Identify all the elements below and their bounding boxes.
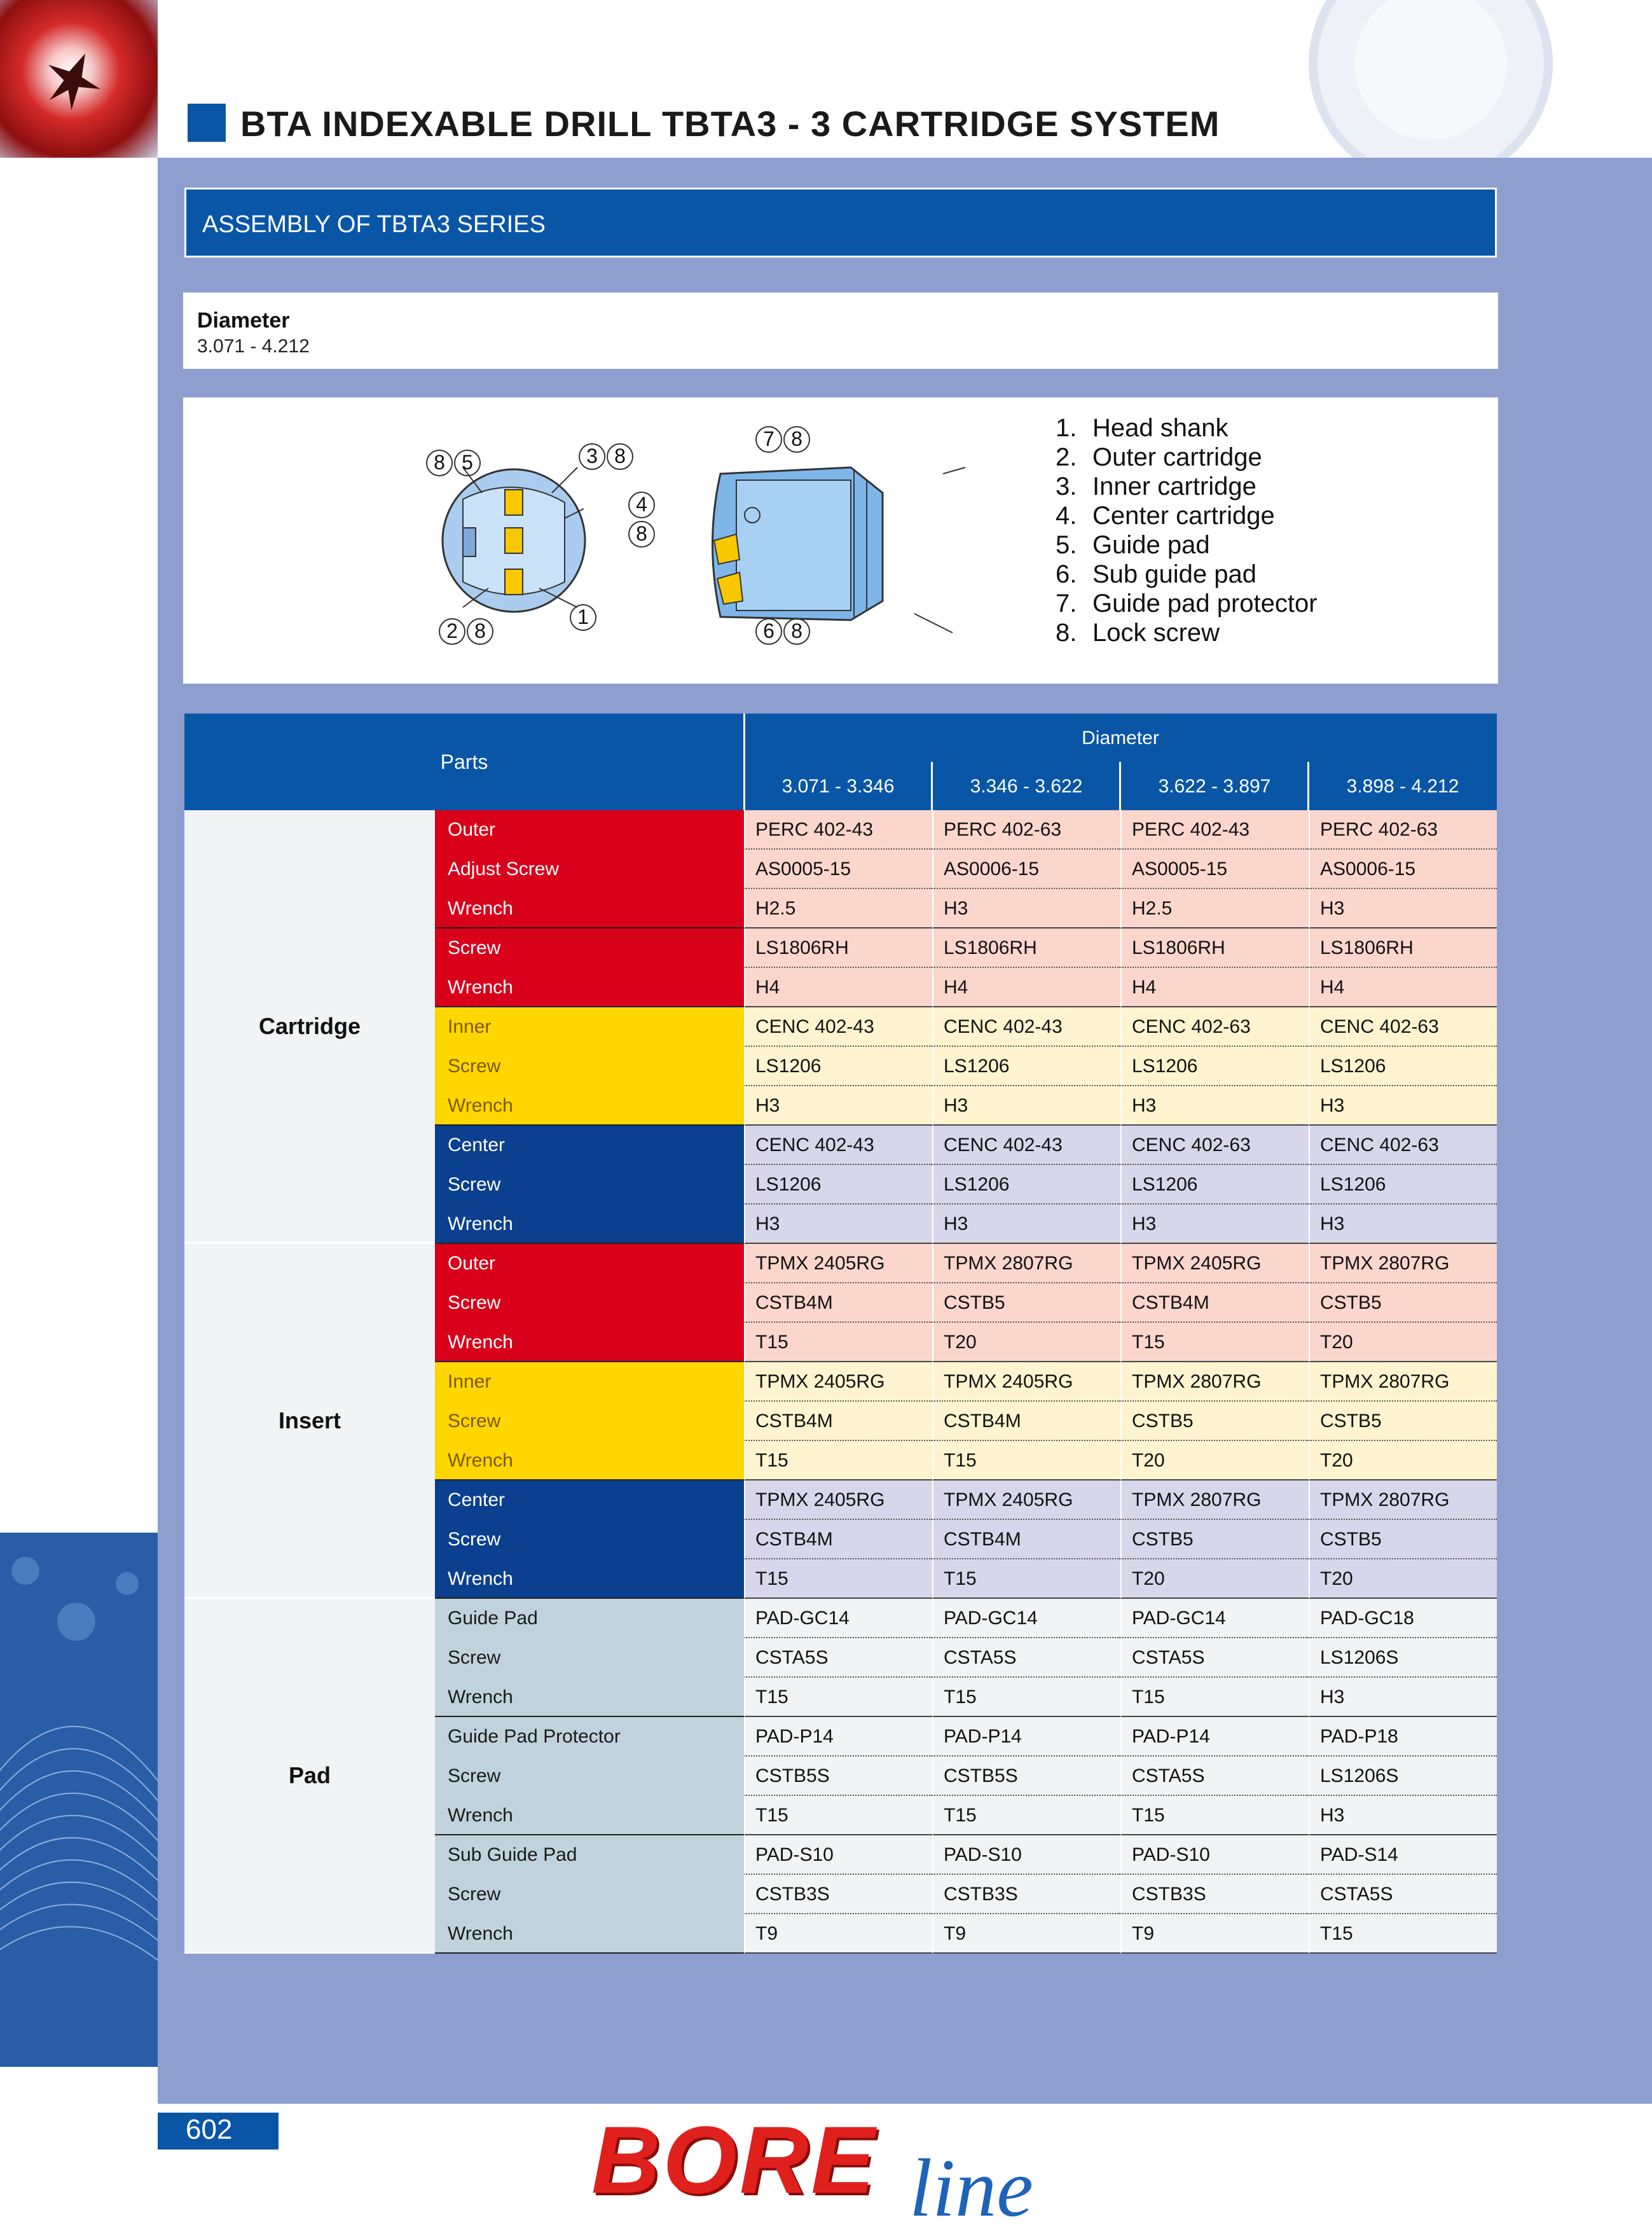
part-name-cell: Wrench [435, 1441, 744, 1480]
side-decorative-band [0, 1533, 158, 2067]
value-cell: LS1806RH [1120, 928, 1309, 968]
value-cell: LS1806RH [1309, 928, 1497, 968]
part-name-cell: Screw [435, 1875, 744, 1914]
value-cell: T9 [744, 1914, 932, 1954]
table-row [435, 1914, 1497, 1954]
boreline-logo [591, 2099, 1100, 2234]
value-cell: LS1206 [1120, 1165, 1309, 1204]
part-name-cell: Guide Pad Protector [435, 1717, 744, 1756]
range-header: 3.898 - 4.212 [1346, 776, 1459, 797]
logo-bore-text: BORE [591, 2106, 878, 2213]
value-cell: H4 [1309, 968, 1497, 1007]
value-cell: T15 [1120, 1323, 1309, 1362]
value-cell: CENC 402-63 [1120, 1126, 1309, 1165]
callout-bubble: 1 [570, 604, 596, 631]
value-cell: LS1206 [744, 1165, 932, 1204]
value-cell: PAD-P14 [744, 1717, 932, 1756]
value-cell: TPMX 2405RG [744, 1480, 932, 1520]
value-cell: LS1806RH [744, 928, 932, 968]
value-cell: LS1206 [1309, 1047, 1497, 1086]
table-row [435, 1717, 1497, 1756]
legend-item: 8. Lock screw [1056, 619, 1220, 647]
value-cell: TPMX 2405RG [932, 1362, 1120, 1402]
table-row [435, 1047, 1497, 1086]
value-cell: H3 [1309, 1086, 1497, 1126]
value-cell: PAD-GC18 [1309, 1599, 1497, 1638]
value-cell: AS0005-15 [744, 850, 932, 889]
range-header: 3.622 - 3.897 [1158, 776, 1271, 797]
value-cell: TPMX 2807RG [1120, 1480, 1309, 1520]
callout-group-7-8 [755, 426, 810, 453]
legend-item: 2. Outer cartridge [1056, 443, 1262, 471]
value-cell: T9 [1120, 1914, 1309, 1954]
section-title: ASSEMBLY OF TBTA3 SERIES [202, 211, 546, 238]
part-name-cell: Wrench [435, 1204, 744, 1244]
value-cell: T15 [932, 1678, 1120, 1717]
callout-bubble: 3 [579, 443, 605, 470]
table-row [435, 1283, 1497, 1323]
table-row [435, 1480, 1497, 1520]
value-cell: T9 [932, 1914, 1120, 1954]
callout-bubble: 7 [755, 426, 782, 453]
value-cell: PAD-S10 [932, 1835, 1120, 1875]
value-cell: CSTB3S [1120, 1875, 1309, 1914]
value-cell: TPMX 2405RG [1120, 1244, 1309, 1283]
value-cell: CSTB4M [744, 1283, 932, 1323]
legend-item: 7. Guide pad protector [1056, 590, 1318, 618]
header-divider [1119, 762, 1121, 810]
page-number: 602 [186, 2114, 233, 2145]
legend-item: 5. Guide pad [1056, 531, 1210, 559]
value-cell: CENC 402-43 [932, 1126, 1120, 1165]
part-name-cell: Wrench [435, 1323, 744, 1362]
decorative-circle [1297, 0, 1564, 165]
value-cell: PAD-S10 [744, 1835, 932, 1875]
group-label-cartridge: Cartridge [184, 810, 435, 1244]
callout-bubble: 2 [439, 618, 465, 645]
range-header: 3.071 - 3.346 [781, 776, 895, 797]
table-row [435, 1875, 1497, 1914]
value-cell: CSTA5S [1120, 1638, 1309, 1678]
callout-bubble: 8 [783, 426, 810, 453]
table-row [435, 1520, 1497, 1559]
value-cell: CSTB4M [932, 1520, 1120, 1559]
value-cell: H3 [1309, 1678, 1497, 1717]
table-row [435, 810, 1497, 850]
header-divider [743, 714, 745, 810]
table-row [435, 1441, 1497, 1480]
value-cell: PAD-GC14 [744, 1599, 932, 1638]
table-row [435, 1678, 1497, 1717]
value-cell: H3 [744, 1086, 932, 1126]
drill-front-view [443, 467, 585, 612]
value-cell: H3 [1120, 1086, 1309, 1126]
value-cell: CSTB5S [932, 1756, 1120, 1796]
value-cell: H4 [932, 968, 1120, 1007]
part-name-cell: Wrench [435, 968, 744, 1007]
value-cell: CENC 402-43 [744, 1007, 932, 1047]
drill-illustration [183, 397, 1022, 684]
part-name-cell: Screw [435, 1165, 744, 1204]
value-cell: AS0006-15 [932, 850, 1120, 889]
value-cell: AS0005-15 [1120, 850, 1309, 889]
callout-group-1 [570, 604, 596, 631]
callout-bubble: 8 [628, 521, 655, 548]
value-cell: PAD-GC14 [1120, 1599, 1309, 1638]
part-name-cell: Wrench [435, 1086, 744, 1126]
table-row [435, 1835, 1497, 1875]
part-name-cell: Screw [435, 928, 744, 968]
diameter-label: Diameter [197, 308, 290, 333]
value-cell: CSTB5 [1309, 1402, 1497, 1441]
callout-bubble: 8 [426, 450, 453, 476]
part-name-cell: Screw [435, 1283, 744, 1323]
range-header: 3.346 - 3.622 [970, 776, 1083, 797]
parts-header: Parts [440, 750, 488, 773]
value-cell: CSTB4M [1120, 1283, 1309, 1323]
legend-item: 1. Head shank [1056, 414, 1229, 442]
value-cell: CSTA5S [744, 1638, 932, 1678]
table-row [435, 1323, 1497, 1362]
value-cell: CENC 402-43 [744, 1126, 932, 1165]
part-name-cell: Center [435, 1126, 744, 1165]
value-cell: PAD-P14 [932, 1717, 1120, 1756]
value-cell: CENC 402-43 [932, 1007, 1120, 1047]
table-row [435, 1599, 1497, 1638]
value-cell: H3 [1309, 1796, 1497, 1835]
value-cell: T15 [744, 1559, 932, 1599]
page-title: BTA INDEXABLE DRILL TBTA3 - 3 CARTRIDGE SYSTEM [240, 104, 1220, 144]
value-cell: TPMX 2807RG [1309, 1480, 1497, 1520]
callout-bubble: 8 [783, 618, 810, 645]
callout-bubble: 4 [628, 492, 655, 518]
value-cell: TPMX 2807RG [1309, 1362, 1497, 1402]
value-cell: CSTB3S [932, 1875, 1120, 1914]
table-row [435, 1126, 1497, 1165]
value-cell: H2.5 [744, 889, 932, 928]
table-row [435, 1362, 1497, 1402]
parts-legend [1056, 413, 1318, 647]
value-cell: H3 [1309, 889, 1497, 928]
title-marker [188, 104, 226, 142]
table-row [435, 1638, 1497, 1678]
value-cell: CSTA5S [1309, 1875, 1497, 1914]
callout-group-2-8 [439, 618, 493, 645]
value-cell: LS1206S [1309, 1638, 1497, 1678]
value-cell: PAD-P14 [1120, 1717, 1309, 1756]
value-cell: H3 [932, 1204, 1120, 1244]
callout-group-8-5 [426, 450, 481, 476]
value-cell: CSTB5 [1120, 1520, 1309, 1559]
drill-side-view [713, 467, 966, 633]
header-divider [931, 762, 933, 810]
logo-line-text: line [909, 2143, 1033, 2234]
callout-group-6-8 [755, 618, 810, 645]
value-cell: LS1206 [1120, 1047, 1309, 1086]
part-name-cell: Outer [435, 810, 744, 850]
value-cell: T20 [932, 1323, 1120, 1362]
callout-bubble: 6 [755, 618, 782, 645]
bird-graphic [35, 41, 111, 118]
part-name-cell: Wrench [435, 1914, 744, 1954]
value-cell: CSTA5S [932, 1638, 1120, 1678]
value-cell: T15 [932, 1441, 1120, 1480]
value-cell: CENC 402-63 [1309, 1126, 1497, 1165]
table-row [435, 968, 1497, 1007]
value-cell: PAD-P18 [1309, 1717, 1497, 1756]
part-name-cell: Sub Guide Pad [435, 1835, 744, 1875]
callout-bubble: 5 [454, 450, 481, 476]
assembly-figure [183, 397, 1498, 684]
value-cell: PAD-S10 [1120, 1835, 1309, 1875]
value-cell: LS1806RH [932, 928, 1120, 968]
callout-group-3-8 [579, 443, 633, 470]
value-cell: CSTB4M [744, 1520, 932, 1559]
part-name-cell: Wrench [435, 1796, 744, 1835]
value-cell: AS0006-15 [1309, 850, 1497, 889]
value-cell: T15 [1120, 1678, 1309, 1717]
diameter-header: Diameter [1082, 728, 1159, 749]
value-cell: TPMX 2405RG [744, 1244, 932, 1283]
legend-item: 6. Sub guide pad [1056, 560, 1257, 588]
legend-item: 3. Inner cartridge [1056, 473, 1256, 500]
value-cell: PAD-S14 [1309, 1835, 1497, 1875]
value-cell: CSTB5 [1309, 1283, 1497, 1323]
value-cell: PERC 402-43 [744, 810, 932, 850]
value-cell: T20 [1309, 1323, 1497, 1362]
callout-bubble: 8 [467, 618, 493, 645]
table-header [184, 714, 1497, 810]
part-name-cell: Outer [435, 1244, 744, 1283]
value-cell: CSTB5S [744, 1756, 932, 1796]
table-row [435, 889, 1497, 928]
corner-artwork [0, 0, 158, 158]
value-cell: H3 [744, 1204, 932, 1244]
value-cell: H3 [932, 1086, 1120, 1126]
part-name-cell: Screw [435, 1047, 744, 1086]
value-cell: H3 [1120, 1204, 1309, 1244]
value-cell: T20 [1309, 1441, 1497, 1480]
value-cell: TPMX 2405RG [932, 1480, 1120, 1520]
value-cell: T15 [744, 1323, 932, 1362]
value-cell: CSTB5 [1309, 1520, 1497, 1559]
table-row [435, 850, 1497, 889]
value-cell: LS1206 [932, 1047, 1120, 1086]
value-cell: H3 [1309, 1204, 1497, 1244]
value-cell: LS1206 [932, 1165, 1120, 1204]
part-name-cell: Screw [435, 1402, 744, 1441]
value-cell: PERC 402-63 [932, 810, 1120, 850]
value-cell: T20 [1120, 1559, 1309, 1599]
part-name-cell: Inner [435, 1362, 744, 1402]
part-name-cell: Adjust Screw [435, 850, 744, 889]
part-name-cell: Wrench [435, 1559, 744, 1599]
table-row [435, 1007, 1497, 1047]
value-cell: CSTB5 [932, 1283, 1120, 1323]
table-row [435, 928, 1497, 968]
value-cell: CSTA5S [1120, 1756, 1309, 1796]
value-cell: TPMX 2807RG [932, 1244, 1120, 1283]
value-cell: TPMX 2405RG [744, 1362, 932, 1402]
value-cell: PAD-GC14 [932, 1599, 1120, 1638]
group-label-insert: Insert [184, 1244, 435, 1599]
group-label-pad: Pad [184, 1599, 435, 1954]
value-cell: T20 [1309, 1559, 1497, 1599]
value-cell: T15 [744, 1441, 932, 1480]
part-name-cell: Center [435, 1480, 744, 1520]
value-cell: TPMX 2807RG [1120, 1362, 1309, 1402]
value-cell: H3 [932, 889, 1120, 928]
table-row [435, 1402, 1497, 1441]
table-row [435, 1086, 1497, 1126]
value-cell: T15 [932, 1796, 1120, 1835]
callout-group-4-8 [628, 492, 655, 548]
table-row [435, 1756, 1497, 1796]
value-cell: T20 [1120, 1441, 1309, 1480]
part-name-cell: Guide Pad [435, 1599, 744, 1638]
value-cell: CSTB3S [744, 1875, 932, 1914]
part-name-cell: Wrench [435, 1678, 744, 1717]
part-name-cell: Screw [435, 1638, 744, 1678]
value-cell: T15 [744, 1796, 932, 1835]
value-cell: CENC 402-63 [1120, 1007, 1309, 1047]
table-row [435, 1559, 1497, 1599]
part-name-cell: Inner [435, 1007, 744, 1047]
table-row [435, 1796, 1497, 1835]
part-name-cell: Screw [435, 1520, 744, 1559]
value-cell: T15 [744, 1678, 932, 1717]
table-row [435, 1204, 1497, 1244]
callout-bubble: 8 [607, 443, 633, 470]
value-cell: TPMX 2807RG [1309, 1244, 1497, 1283]
value-cell: H2.5 [1120, 889, 1309, 928]
value-cell: T15 [932, 1559, 1120, 1599]
value-cell: H4 [1120, 968, 1309, 1007]
value-cell: PERC 402-63 [1309, 810, 1497, 850]
header-divider [1307, 762, 1309, 810]
part-name-cell: Screw [435, 1756, 744, 1796]
table-row [435, 1165, 1497, 1204]
value-cell: PERC 402-43 [1120, 810, 1309, 850]
value-cell: T15 [1120, 1796, 1309, 1835]
value-cell: LS1206S [1309, 1756, 1497, 1796]
value-cell: CSTB4M [744, 1402, 932, 1441]
value-cell: LS1206 [744, 1047, 932, 1086]
value-cell: CENC 402-63 [1309, 1007, 1497, 1047]
diameter-box [183, 293, 1498, 369]
diameter-range: 3.071 - 4.212 [197, 336, 310, 357]
legend-item: 4. Center cartridge [1056, 502, 1275, 530]
value-cell: T15 [1309, 1914, 1497, 1954]
section-header [184, 188, 1497, 258]
value-cell: LS1206 [1309, 1165, 1497, 1204]
value-cell: CSTB4M [932, 1402, 1120, 1441]
value-cell: H4 [744, 968, 932, 1007]
part-name-cell: Wrench [435, 889, 744, 928]
table-row [435, 1244, 1497, 1283]
value-cell: CSTB5 [1120, 1402, 1309, 1441]
